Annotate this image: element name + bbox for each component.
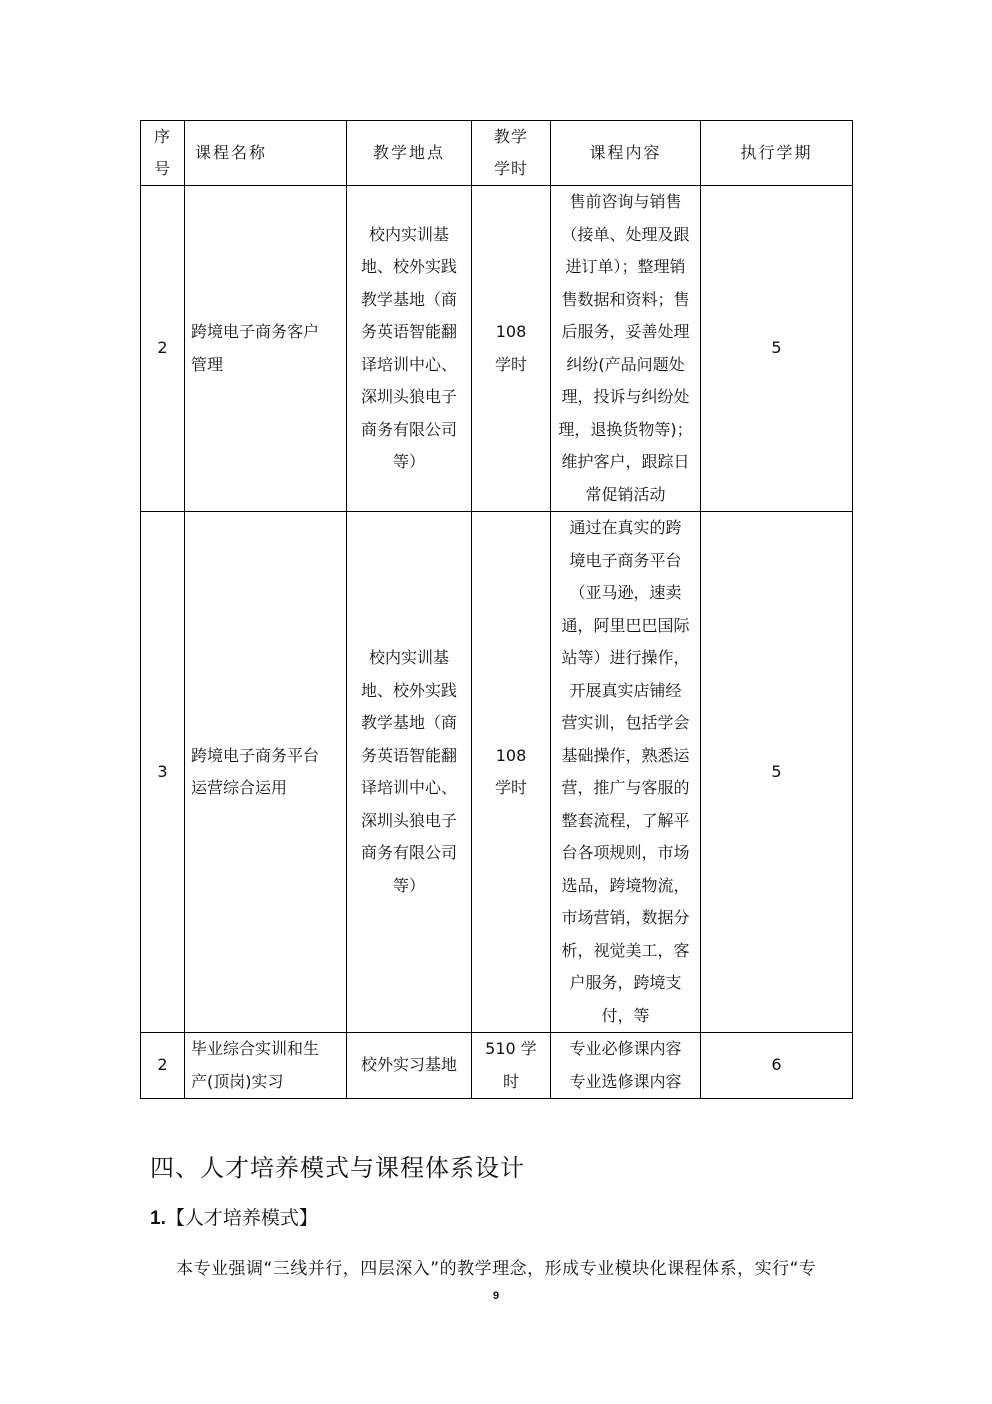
course-table — [140, 120, 853, 1099]
cell-course-name: 毕业综合实训和生 产(顶岗)实习 — [185, 1033, 347, 1099]
table-row — [141, 1033, 853, 1099]
header-seq: 序 号 — [141, 121, 185, 186]
subsection-title: 【人才培养模式】 — [165, 1207, 318, 1229]
cell-content: 通过在真实的跨 境电子商务平台 （亚马逊，速卖 通，阿里巴巴国际 站等）进行操作， 开展真实店铺经 营实训，包括学会 基础操作，熟悉运 营，推广与客服的 整套流程，了解平 台各项规则，市场 选品，跨境物流， 市场营销，数据分 析，视觉美工，客 户服务，跨境支 付，等 — [551, 512, 701, 1033]
cell-hours: 108 学时 — [472, 186, 551, 512]
cell-course-name: 跨境电子商务客户 管理 — [185, 186, 347, 512]
header-course-name: 课程名称 — [185, 121, 347, 186]
cell-term: 5 — [701, 512, 853, 1033]
header-hours: 教学 学时 — [472, 121, 551, 186]
section-title: 四、人才培养模式与课程体系设计 — [150, 1154, 525, 1182]
cell-content: 专业必修课内容 专业选修课内容 — [551, 1033, 701, 1099]
header-content: 课程内容 — [551, 121, 701, 186]
cell-location: 校内实训基 地、校外实践 教学基地（商 务英语智能翻 译培训中心、 深圳头狼电子 商务有限公司 等） — [347, 512, 472, 1033]
cell-course-name: 跨境电子商务平台 运营综合运用 — [185, 512, 347, 1033]
cell-location: 校内实训基 地、校外实践 教学基地（商 务英语智能翻 译培训中心、 深圳头狼电子 商务有限公司 等） — [347, 186, 472, 512]
subsection-number: 1. — [150, 1208, 166, 1229]
cell-hours: 510 学 时 — [472, 1033, 551, 1099]
cell-term: 6 — [701, 1033, 853, 1099]
cell-hours: 108 学时 — [472, 512, 551, 1033]
cell-seq: 2 — [141, 1033, 185, 1099]
body-paragraph: 本专业强调“三线并行，四层深入”的教学理念，形成专业模块化课程体系，实行“专 — [176, 1259, 817, 1279]
cell-seq: 3 — [141, 512, 185, 1033]
subsection-heading — [150, 1203, 318, 1230]
header-term: 执行学期 — [701, 121, 853, 186]
table-row — [141, 512, 853, 1033]
table-row — [141, 186, 853, 512]
header-location: 教学地点 — [347, 121, 472, 186]
cell-seq: 2 — [141, 186, 185, 512]
cell-term: 5 — [701, 186, 853, 512]
cell-location: 校外实习基地 — [347, 1033, 472, 1099]
page-number: 9 — [492, 1290, 500, 1302]
table-header-row — [141, 121, 853, 186]
cell-content: 售前咨询与销售 （接单、处理及跟 进订单）；整理销 售数据和资料；售 后服务，妥善处理 纠纷(产品问题处 理，投诉与纠纷处 理，退换货物等)； 维护客户，跟踪日 常促销活动 — [551, 186, 701, 512]
